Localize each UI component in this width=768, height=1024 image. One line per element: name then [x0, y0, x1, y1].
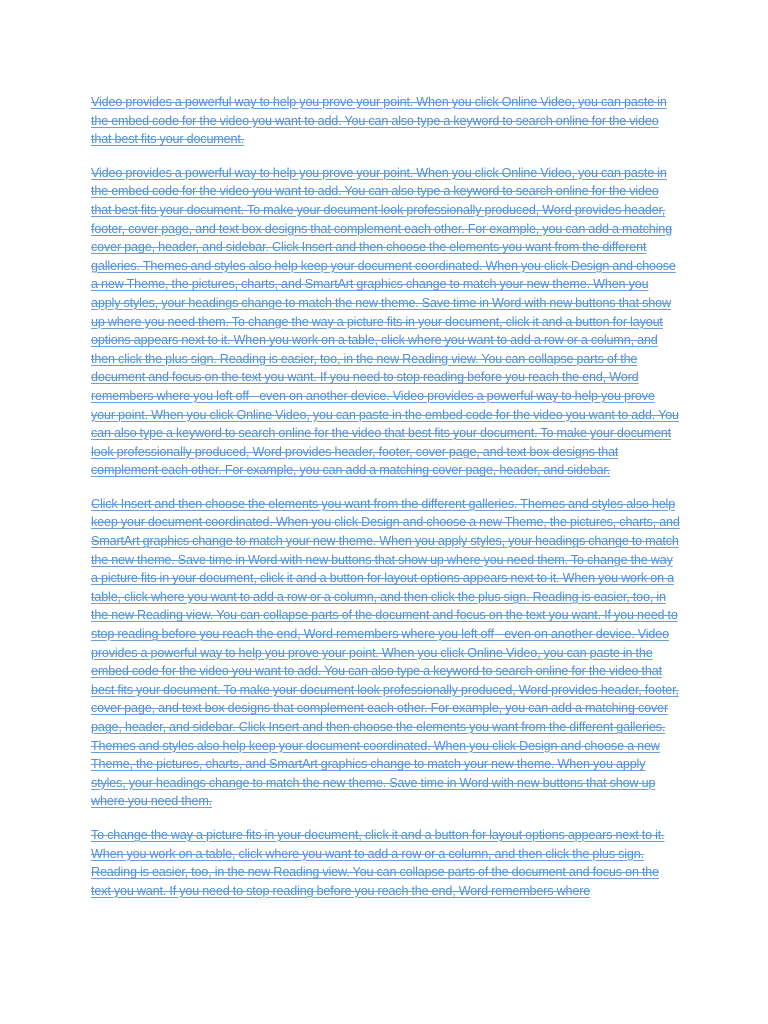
paragraph-4[interactable]: To change the way a picture fits in your document, click it and a button for layout options appears next to it. When you work on a table, click where you want to add a row or a column, and then click the plus sign. Reading is easier, too, in the new Reading view. You can collapse parts of the document and focus on the text you want. If you need to stop reading before you reach the end, Word remembers where [91, 827, 665, 898]
paragraph-3[interactable]: Click Insert and then choose the elements you want from the different galleries. Themes and styles also help keep your document coordinated. When you click Design and choose a new Theme, the pictures, charts, and SmartArt graphics change to match your new theme. When you apply styles, your headings change to match the new theme. Save time in Word with new buttons that show up where you need them. To change the way a picture fits in your document, click it and a button for layout options appears next to it. When you work on a table, click where you want to add a row or a column, and then click the plus sign. Reading is easier, too, in the new Reading view. You can collapse parts of the document and focus on the text you want. If you need to stop reading before you reach the end, Word remembers where you left off - even on another device. Video provides a powerful way to help you prove your point. When you click Online Video, you can paste in the embed code for the video you want to add. You can also type a keyword to search online for the video that best fits your document. To make your document look professionally produced, Word provides header, footer, cover page, and text box designs that complement each other. For example, you can add a matching cover page, header, and sidebar. Click Insert and then choose the elements you want from the different galleries. Themes and styles also help keep your document coordinated. When you click Design and choose a new Theme, the pictures, charts, and SmartArt graphics change to match your new theme. When you apply styles, your headings change to match the new theme. Save time in Word with new buttons that show up where you need them. [91, 496, 680, 809]
paragraph-2[interactable]: Video provides a powerful way to help you prove your point. When you click Online Video, you can paste in the embed code for the video you want to add. You can also type a keyword to search online for the video that best fits your document. To make your document look professionally produced, Word provides header, footer, cover page, and text box designs that complement each other. For example, you can add a matching cover page, header, and sidebar. Click Insert and then choose the elements you want from the different galleries. Themes and styles also help keep your document coordinated. When you click Design and choose a new Theme, the pictures, charts, and SmartArt graphics change to match your new theme. When you apply styles, your headings change to match the new theme. Save time in Word with new buttons that show up where you need them. To change the way a picture fits in your document, click it and a button for layout options appears next to it. When you work on a table, click where you want to add a row or a column, and then click the plus sign. Reading is easier, too, in the new Reading view. You can collapse parts of the document and focus on the text you want. If you need to stop reading before you reach the end, Word remembers where you left off - even on another device. Video provides a powerful way to help you prove your point. When you click Online Video, you can paste in the embed code for the video you want to add. You can also type a keyword to search online for the video that best fits your document. To make your document look professionally produced, Word provides header, footer, cover page, and text box designs that complement each other. For example, you can add a matching cover page, header, and sidebar. [91, 165, 679, 478]
paragraph-1[interactable]: Video provides a powerful way to help you prove your point. When you click Online Video, you can paste in the embed code for the video you want to add. You can also type a keyword to search online for the video that best fits your document. [91, 95, 667, 147]
document-body[interactable] [91, 93, 680, 915]
